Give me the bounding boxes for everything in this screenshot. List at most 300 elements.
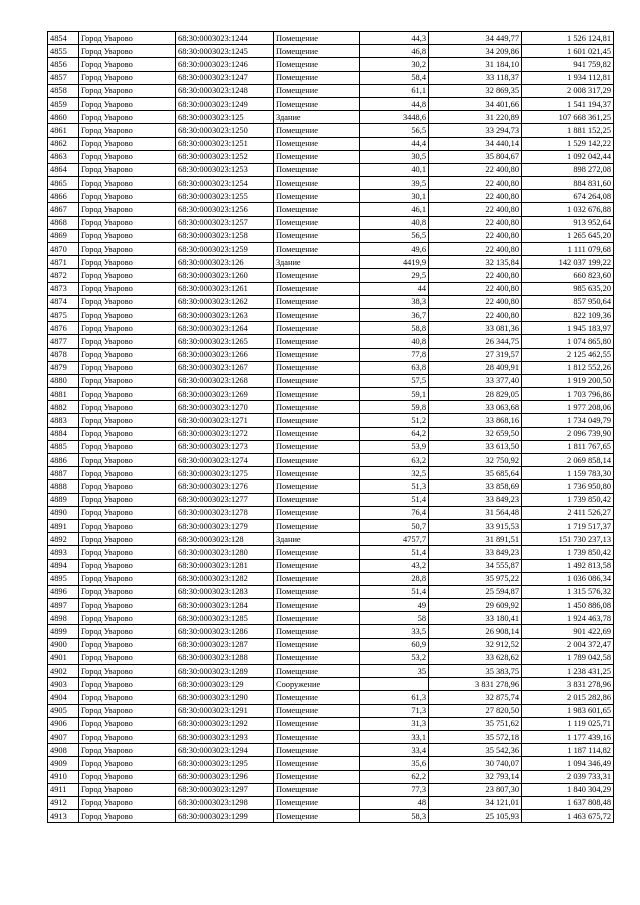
object-type-cell: Помещение bbox=[274, 71, 360, 84]
specific-value-cell: 33 377,40 bbox=[429, 374, 522, 387]
table-row bbox=[48, 678, 614, 691]
table-row bbox=[48, 229, 614, 242]
area-cell: 56,5 bbox=[360, 229, 429, 242]
row-number-cell: 4884 bbox=[48, 427, 79, 440]
settlement-cell: Город Уварово bbox=[79, 124, 176, 137]
table-row bbox=[48, 783, 614, 796]
row-number-cell: 4886 bbox=[48, 454, 79, 467]
area-cell: 56,5 bbox=[360, 124, 429, 137]
area-cell: 58,4 bbox=[360, 71, 429, 84]
object-type-cell: Помещение bbox=[274, 796, 360, 809]
settlement-cell: Город Уварово bbox=[79, 348, 176, 361]
area-cell: 57,5 bbox=[360, 374, 429, 387]
settlement-cell: Город Уварово bbox=[79, 243, 176, 256]
specific-value-cell: 33 628,62 bbox=[429, 651, 522, 664]
row-number-cell: 4867 bbox=[48, 203, 79, 216]
specific-value-cell: 22 400,80 bbox=[429, 203, 522, 216]
table-row bbox=[48, 71, 614, 84]
specific-value-cell: 30 740,07 bbox=[429, 757, 522, 770]
cadastral-value-cell: 1 526 124,81 bbox=[522, 32, 614, 45]
table-row bbox=[48, 717, 614, 730]
settlement-cell: Город Уварово bbox=[79, 150, 176, 163]
cadastral-number-cell: 68:30:0003023:1252 bbox=[176, 150, 274, 163]
settlement-cell: Город Уварово bbox=[79, 638, 176, 651]
cadastral-number-cell: 68:30:0003023:1294 bbox=[176, 744, 274, 757]
area-cell: 60,9 bbox=[360, 638, 429, 651]
area-cell: 30,5 bbox=[360, 150, 429, 163]
object-type-cell: Помещение bbox=[274, 546, 360, 559]
object-type-cell: Помещение bbox=[274, 163, 360, 176]
table-row bbox=[48, 704, 614, 717]
object-type-cell: Помещение bbox=[274, 704, 360, 717]
area-cell: 35,6 bbox=[360, 757, 429, 770]
row-number-cell: 4855 bbox=[48, 45, 79, 58]
table-row bbox=[48, 454, 614, 467]
settlement-cell: Город Уварово bbox=[79, 71, 176, 84]
area-cell: 33,1 bbox=[360, 730, 429, 743]
specific-value-cell: 34 209,86 bbox=[429, 45, 522, 58]
area-cell: 44,3 bbox=[360, 32, 429, 45]
cadastral-number-cell: 68:30:0003023:1297 bbox=[176, 783, 274, 796]
cadastral-value-cell: 1 094 346,49 bbox=[522, 757, 614, 770]
table-row bbox=[48, 665, 614, 678]
specific-value-cell: 22 400,80 bbox=[429, 282, 522, 295]
specific-value-cell: 32 750,92 bbox=[429, 454, 522, 467]
object-type-cell: Помещение bbox=[274, 612, 360, 625]
specific-value-cell: 22 400,80 bbox=[429, 308, 522, 321]
cadastral-number-cell: 68:30:0003023:1256 bbox=[176, 203, 274, 216]
cadastral-number-cell: 68:30:0003023:1264 bbox=[176, 322, 274, 335]
object-type-cell: Помещение bbox=[274, 559, 360, 572]
settlement-cell: Город Уварово bbox=[79, 585, 176, 598]
cadastral-number-cell: 68:30:0003023:1281 bbox=[176, 559, 274, 572]
settlement-cell: Город Уварово bbox=[79, 269, 176, 282]
table-row bbox=[48, 651, 614, 664]
cadastral-value-cell: 884 831,60 bbox=[522, 177, 614, 190]
object-type-cell: Помещение bbox=[274, 585, 360, 598]
table-row bbox=[48, 137, 614, 150]
row-number-cell: 4907 bbox=[48, 730, 79, 743]
settlement-cell: Город Уварово bbox=[79, 137, 176, 150]
cadastral-value-cell: 1 492 813,58 bbox=[522, 559, 614, 572]
object-type-cell: Помещение bbox=[274, 414, 360, 427]
specific-value-cell: 31 184,10 bbox=[429, 58, 522, 71]
row-number-cell: 4875 bbox=[48, 308, 79, 321]
area-cell: 59,8 bbox=[360, 401, 429, 414]
settlement-cell: Город Уварово bbox=[79, 783, 176, 796]
specific-value-cell: 32 875,74 bbox=[429, 691, 522, 704]
settlement-cell: Город Уварово bbox=[79, 229, 176, 242]
settlement-cell: Город Уварово bbox=[79, 374, 176, 387]
cadastral-number-cell: 68:30:0003023:1265 bbox=[176, 335, 274, 348]
table-row bbox=[48, 124, 614, 137]
row-number-cell: 4856 bbox=[48, 58, 79, 71]
row-number-cell: 4873 bbox=[48, 282, 79, 295]
table-row bbox=[48, 796, 614, 809]
row-number-cell: 4880 bbox=[48, 374, 79, 387]
specific-value-cell: 33 180,41 bbox=[429, 612, 522, 625]
row-number-cell: 4885 bbox=[48, 440, 79, 453]
row-number-cell: 4913 bbox=[48, 810, 79, 823]
object-type-cell: Помещение bbox=[274, 691, 360, 704]
object-type-cell: Помещение bbox=[274, 216, 360, 229]
row-number-cell: 4899 bbox=[48, 625, 79, 638]
cadastral-number-cell: 68:30:0003023:1288 bbox=[176, 651, 274, 664]
area-cell: 58,3 bbox=[360, 810, 429, 823]
area-cell bbox=[360, 678, 429, 691]
table-row bbox=[48, 190, 614, 203]
object-type-cell: Помещение bbox=[274, 124, 360, 137]
settlement-cell: Город Уварово bbox=[79, 454, 176, 467]
cadastral-number-cell: 68:30:0003023:1251 bbox=[176, 137, 274, 150]
specific-value-cell: 28 409,91 bbox=[429, 361, 522, 374]
specific-value-cell: 32 659,50 bbox=[429, 427, 522, 440]
cadastral-value-cell: 1 789 042,58 bbox=[522, 651, 614, 664]
settlement-cell: Город Уварово bbox=[79, 322, 176, 335]
settlement-cell: Город Уварово bbox=[79, 546, 176, 559]
settlement-cell: Город Уварово bbox=[79, 612, 176, 625]
cadastral-value-cell: 1 739 850,42 bbox=[522, 493, 614, 506]
area-cell: 29,5 bbox=[360, 269, 429, 282]
cadastral-value-cell: 1 977 208,06 bbox=[522, 401, 614, 414]
cadastral-number-cell: 68:30:0003023:1271 bbox=[176, 414, 274, 427]
object-type-cell: Помещение bbox=[274, 137, 360, 150]
settlement-cell: Город Уварово bbox=[79, 440, 176, 453]
row-number-cell: 4881 bbox=[48, 388, 79, 401]
cadastral-value-cell: 941 759,82 bbox=[522, 58, 614, 71]
cadastral-value-cell: 1 637 808,48 bbox=[522, 796, 614, 809]
specific-value-cell: 34 555,87 bbox=[429, 559, 522, 572]
row-number-cell: 4857 bbox=[48, 71, 79, 84]
cadastral-value-cell: 1 529 142,22 bbox=[522, 137, 614, 150]
table-row bbox=[48, 559, 614, 572]
row-number-cell: 4876 bbox=[48, 322, 79, 335]
object-type-cell: Помещение bbox=[274, 388, 360, 401]
object-type-cell: Помещение bbox=[274, 467, 360, 480]
row-number-cell: 4893 bbox=[48, 546, 79, 559]
table-row bbox=[48, 585, 614, 598]
settlement-cell: Город Уварово bbox=[79, 256, 176, 269]
cadastral-value-cell: 142 037 199,22 bbox=[522, 256, 614, 269]
table-row bbox=[48, 638, 614, 651]
row-number-cell: 4903 bbox=[48, 678, 79, 691]
cadastral-number-cell: 68:30:0003023:1259 bbox=[176, 243, 274, 256]
object-type-cell: Помещение bbox=[274, 177, 360, 190]
cadastral-value-cell: 1 736 950,80 bbox=[522, 480, 614, 493]
object-type-cell: Помещение bbox=[274, 229, 360, 242]
specific-value-cell: 33 118,37 bbox=[429, 71, 522, 84]
area-cell: 50,7 bbox=[360, 519, 429, 532]
cadastral-number-cell: 68:30:0003023:1266 bbox=[176, 348, 274, 361]
table-row bbox=[48, 414, 614, 427]
row-number-cell: 4865 bbox=[48, 177, 79, 190]
row-number-cell: 4887 bbox=[48, 467, 79, 480]
row-number-cell: 4871 bbox=[48, 256, 79, 269]
table-row bbox=[48, 348, 614, 361]
table-row bbox=[48, 519, 614, 532]
area-cell: 53,9 bbox=[360, 440, 429, 453]
table-row bbox=[48, 203, 614, 216]
row-number-cell: 4912 bbox=[48, 796, 79, 809]
table-row bbox=[48, 533, 614, 546]
specific-value-cell: 35 572,18 bbox=[429, 730, 522, 743]
cadastral-number-cell: 68:30:0003023:1270 bbox=[176, 401, 274, 414]
cadastral-number-cell: 68:30:0003023:1292 bbox=[176, 717, 274, 730]
object-type-cell: Помещение bbox=[274, 744, 360, 757]
row-number-cell: 4860 bbox=[48, 111, 79, 124]
settlement-cell: Город Уварово bbox=[79, 810, 176, 823]
specific-value-cell: 26 908,14 bbox=[429, 625, 522, 638]
cadastral-number-cell: 68:30:0003023:1263 bbox=[176, 308, 274, 321]
table-body bbox=[48, 32, 614, 823]
settlement-cell: Город Уварово bbox=[79, 97, 176, 110]
object-type-cell: Помещение bbox=[274, 625, 360, 638]
settlement-cell: Город Уварово bbox=[79, 599, 176, 612]
table-row bbox=[48, 322, 614, 335]
settlement-cell: Город Уварово bbox=[79, 480, 176, 493]
area-cell: 28,8 bbox=[360, 572, 429, 585]
area-cell: 51,4 bbox=[360, 585, 429, 598]
specific-value-cell: 32 135,84 bbox=[429, 256, 522, 269]
specific-value-cell: 34 401,66 bbox=[429, 97, 522, 110]
cadastral-value-cell: 674 264,08 bbox=[522, 190, 614, 203]
table-row bbox=[48, 32, 614, 45]
table-row bbox=[48, 374, 614, 387]
row-number-cell: 4894 bbox=[48, 559, 79, 572]
cadastral-value-cell: 1 739 850,42 bbox=[522, 546, 614, 559]
cadastral-number-cell: 68:30:0003023:1258 bbox=[176, 229, 274, 242]
area-cell: 62,2 bbox=[360, 770, 429, 783]
cadastral-value-cell: 1 983 601,65 bbox=[522, 704, 614, 717]
area-cell: 30,2 bbox=[360, 58, 429, 71]
cadastral-value-cell: 1 074 865,80 bbox=[522, 335, 614, 348]
cadastral-value-cell: 1 177 439,16 bbox=[522, 730, 614, 743]
row-number-cell: 4895 bbox=[48, 572, 79, 585]
specific-value-cell: 33 915,53 bbox=[429, 519, 522, 532]
cadastral-value-cell: 2 096 739,90 bbox=[522, 427, 614, 440]
settlement-cell: Город Уварово bbox=[79, 45, 176, 58]
cadastral-number-cell: 68:30:0003023:1247 bbox=[176, 71, 274, 84]
specific-value-cell: 35 383,75 bbox=[429, 665, 522, 678]
settlement-cell: Город Уварово bbox=[79, 32, 176, 45]
row-number-cell: 4910 bbox=[48, 770, 79, 783]
object-type-cell: Помещение bbox=[274, 308, 360, 321]
row-number-cell: 4872 bbox=[48, 269, 79, 282]
specific-value-cell: 25 105,93 bbox=[429, 810, 522, 823]
object-type-cell: Помещение bbox=[274, 335, 360, 348]
area-cell: 51,3 bbox=[360, 480, 429, 493]
cadastral-number-cell: 68:30:0003023:1290 bbox=[176, 691, 274, 704]
object-type-cell: Помещение bbox=[274, 374, 360, 387]
cadastral-value-cell: 1 881 152,25 bbox=[522, 124, 614, 137]
settlement-cell: Город Уварово bbox=[79, 295, 176, 308]
row-number-cell: 4888 bbox=[48, 480, 79, 493]
specific-value-cell: 22 400,80 bbox=[429, 243, 522, 256]
cadastral-value-cell: 1 541 194,37 bbox=[522, 97, 614, 110]
specific-value-cell: 26 344,75 bbox=[429, 335, 522, 348]
table-row bbox=[48, 97, 614, 110]
row-number-cell: 4891 bbox=[48, 519, 79, 532]
row-number-cell: 4905 bbox=[48, 704, 79, 717]
cadastral-number-cell: 68:30:0003023:1249 bbox=[176, 97, 274, 110]
area-cell: 59,1 bbox=[360, 388, 429, 401]
specific-value-cell: 33 868,16 bbox=[429, 414, 522, 427]
area-cell: 71,3 bbox=[360, 704, 429, 717]
specific-value-cell: 22 400,80 bbox=[429, 163, 522, 176]
area-cell: 38,3 bbox=[360, 295, 429, 308]
object-type-cell: Помещение bbox=[274, 783, 360, 796]
object-type-cell: Помещение bbox=[274, 493, 360, 506]
specific-value-cell: 34 440,14 bbox=[429, 137, 522, 150]
row-number-cell: 4854 bbox=[48, 32, 79, 45]
settlement-cell: Город Уварово bbox=[79, 651, 176, 664]
area-cell: 77,8 bbox=[360, 348, 429, 361]
settlement-cell: Город Уварово bbox=[79, 190, 176, 203]
specific-value-cell: 27 820,50 bbox=[429, 704, 522, 717]
settlement-cell: Город Уварово bbox=[79, 216, 176, 229]
row-number-cell: 4890 bbox=[48, 506, 79, 519]
row-number-cell: 4904 bbox=[48, 691, 79, 704]
area-cell: 64,2 bbox=[360, 427, 429, 440]
settlement-cell: Город Уварово bbox=[79, 559, 176, 572]
settlement-cell: Город Уварово bbox=[79, 572, 176, 585]
settlement-cell: Город Уварово bbox=[79, 84, 176, 97]
row-number-cell: 4908 bbox=[48, 744, 79, 757]
cadastral-number-cell: 68:30:0003023:1299 bbox=[176, 810, 274, 823]
area-cell: 44 bbox=[360, 282, 429, 295]
object-type-cell: Здание bbox=[274, 533, 360, 546]
row-number-cell: 4866 bbox=[48, 190, 79, 203]
object-type-cell: Помещение bbox=[274, 348, 360, 361]
cadastral-number-cell: 68:30:0003023:1272 bbox=[176, 427, 274, 440]
cadastral-number-cell: 68:30:0003023:1260 bbox=[176, 269, 274, 282]
cadastral-value-cell: 660 823,60 bbox=[522, 269, 614, 282]
specific-value-cell: 31 564,48 bbox=[429, 506, 522, 519]
row-number-cell: 4889 bbox=[48, 493, 79, 506]
table-row bbox=[48, 480, 614, 493]
area-cell: 3448,6 bbox=[360, 111, 429, 124]
table-row bbox=[48, 599, 614, 612]
specific-value-cell: 31 220,89 bbox=[429, 111, 522, 124]
table-row bbox=[48, 612, 614, 625]
area-cell: 61,1 bbox=[360, 84, 429, 97]
object-type-cell: Здание bbox=[274, 111, 360, 124]
cadastral-number-cell: 68:30:0003023:1287 bbox=[176, 638, 274, 651]
object-type-cell: Помещение bbox=[274, 150, 360, 163]
cadastral-number-cell: 68:30:0003023:1285 bbox=[176, 612, 274, 625]
specific-value-cell: 27 319,57 bbox=[429, 348, 522, 361]
cadastral-number-cell: 68:30:0003023:1293 bbox=[176, 730, 274, 743]
area-cell: 63,8 bbox=[360, 361, 429, 374]
object-type-cell: Сооружение bbox=[274, 678, 360, 691]
specific-value-cell: 33 849,23 bbox=[429, 546, 522, 559]
cadastral-number-cell: 68:30:0003023:1278 bbox=[176, 506, 274, 519]
cadastral-number-cell: 68:30:0003023:126 bbox=[176, 256, 274, 269]
cadastral-number-cell: 68:30:0003023:1280 bbox=[176, 546, 274, 559]
row-number-cell: 4901 bbox=[48, 651, 79, 664]
row-number-cell: 4859 bbox=[48, 97, 79, 110]
cadastral-number-cell: 68:30:0003023:1244 bbox=[176, 32, 274, 45]
object-type-cell: Помещение bbox=[274, 427, 360, 440]
cadastral-number-cell: 68:30:0003023:1255 bbox=[176, 190, 274, 203]
area-cell: 53,2 bbox=[360, 651, 429, 664]
area-cell: 51,4 bbox=[360, 493, 429, 506]
table-row bbox=[48, 493, 614, 506]
cadastral-value-cell: 2 125 462,55 bbox=[522, 348, 614, 361]
specific-value-cell: 22 400,80 bbox=[429, 177, 522, 190]
object-type-cell: Помещение bbox=[274, 757, 360, 770]
cadastral-number-cell: 68:30:0003023:1298 bbox=[176, 796, 274, 809]
cadastral-value-cell: 1 238 431,25 bbox=[522, 665, 614, 678]
cadastral-number-cell: 68:30:0003023:1268 bbox=[176, 374, 274, 387]
object-type-cell: Помещение bbox=[274, 243, 360, 256]
cadastral-number-cell: 68:30:0003023:1245 bbox=[176, 45, 274, 58]
specific-value-cell: 32 793,14 bbox=[429, 770, 522, 783]
object-type-cell: Помещение bbox=[274, 717, 360, 730]
cadastral-number-cell: 68:30:0003023:1274 bbox=[176, 454, 274, 467]
object-type-cell: Помещение bbox=[274, 665, 360, 678]
row-number-cell: 4902 bbox=[48, 665, 79, 678]
table-row bbox=[48, 506, 614, 519]
cadastral-value-cell: 1 092 042,44 bbox=[522, 150, 614, 163]
cadastral-value-cell: 1 812 552,26 bbox=[522, 361, 614, 374]
row-number-cell: 4858 bbox=[48, 84, 79, 97]
table-row bbox=[48, 810, 614, 823]
row-number-cell: 4892 bbox=[48, 533, 79, 546]
row-number-cell: 4869 bbox=[48, 229, 79, 242]
specific-value-cell: 33 613,50 bbox=[429, 440, 522, 453]
cadastral-value-cell: 985 635,20 bbox=[522, 282, 614, 295]
area-cell: 49 bbox=[360, 599, 429, 612]
table-row bbox=[48, 84, 614, 97]
object-type-cell: Помещение bbox=[274, 58, 360, 71]
cadastral-number-cell: 68:30:0003023:1246 bbox=[176, 58, 274, 71]
specific-value-cell: 22 400,80 bbox=[429, 216, 522, 229]
cadastral-value-cell: 107 668 361,25 bbox=[522, 111, 614, 124]
specific-value-cell: 35 751,62 bbox=[429, 717, 522, 730]
table-row bbox=[48, 177, 614, 190]
cadastral-number-cell: 68:30:0003023:1269 bbox=[176, 388, 274, 401]
area-cell: 33,4 bbox=[360, 744, 429, 757]
object-type-cell: Помещение bbox=[274, 599, 360, 612]
specific-value-cell: 34 121,01 bbox=[429, 796, 522, 809]
specific-value-cell: 34 449,77 bbox=[429, 32, 522, 45]
cadastral-value-cell: 1 111 079,68 bbox=[522, 243, 614, 256]
table-row bbox=[48, 770, 614, 783]
row-number-cell: 4896 bbox=[48, 585, 79, 598]
cadastral-value-cell: 901 422,69 bbox=[522, 625, 614, 638]
object-type-cell: Помещение bbox=[274, 295, 360, 308]
cadastral-number-cell: 68:30:0003023:1257 bbox=[176, 216, 274, 229]
row-number-cell: 4909 bbox=[48, 757, 79, 770]
cadastral-value-cell: 898 272,08 bbox=[522, 163, 614, 176]
cadastral-number-cell: 68:30:0003023:125 bbox=[176, 111, 274, 124]
specific-value-cell: 33 063,68 bbox=[429, 401, 522, 414]
specific-value-cell: 33 081,36 bbox=[429, 322, 522, 335]
cadastral-number-cell: 68:30:0003023:1283 bbox=[176, 585, 274, 598]
settlement-cell: Город Уварово bbox=[79, 335, 176, 348]
cadastral-value-cell: 1 919 200,50 bbox=[522, 374, 614, 387]
row-number-cell: 4877 bbox=[48, 335, 79, 348]
area-cell: 31,3 bbox=[360, 717, 429, 730]
table-row bbox=[48, 282, 614, 295]
object-type-cell: Помещение bbox=[274, 770, 360, 783]
object-type-cell: Помещение bbox=[274, 32, 360, 45]
cadastral-value-cell: 1 315 576,32 bbox=[522, 585, 614, 598]
area-cell: 76,4 bbox=[360, 506, 429, 519]
object-type-cell: Помещение bbox=[274, 84, 360, 97]
cadastral-value-cell: 1 924 463,78 bbox=[522, 612, 614, 625]
